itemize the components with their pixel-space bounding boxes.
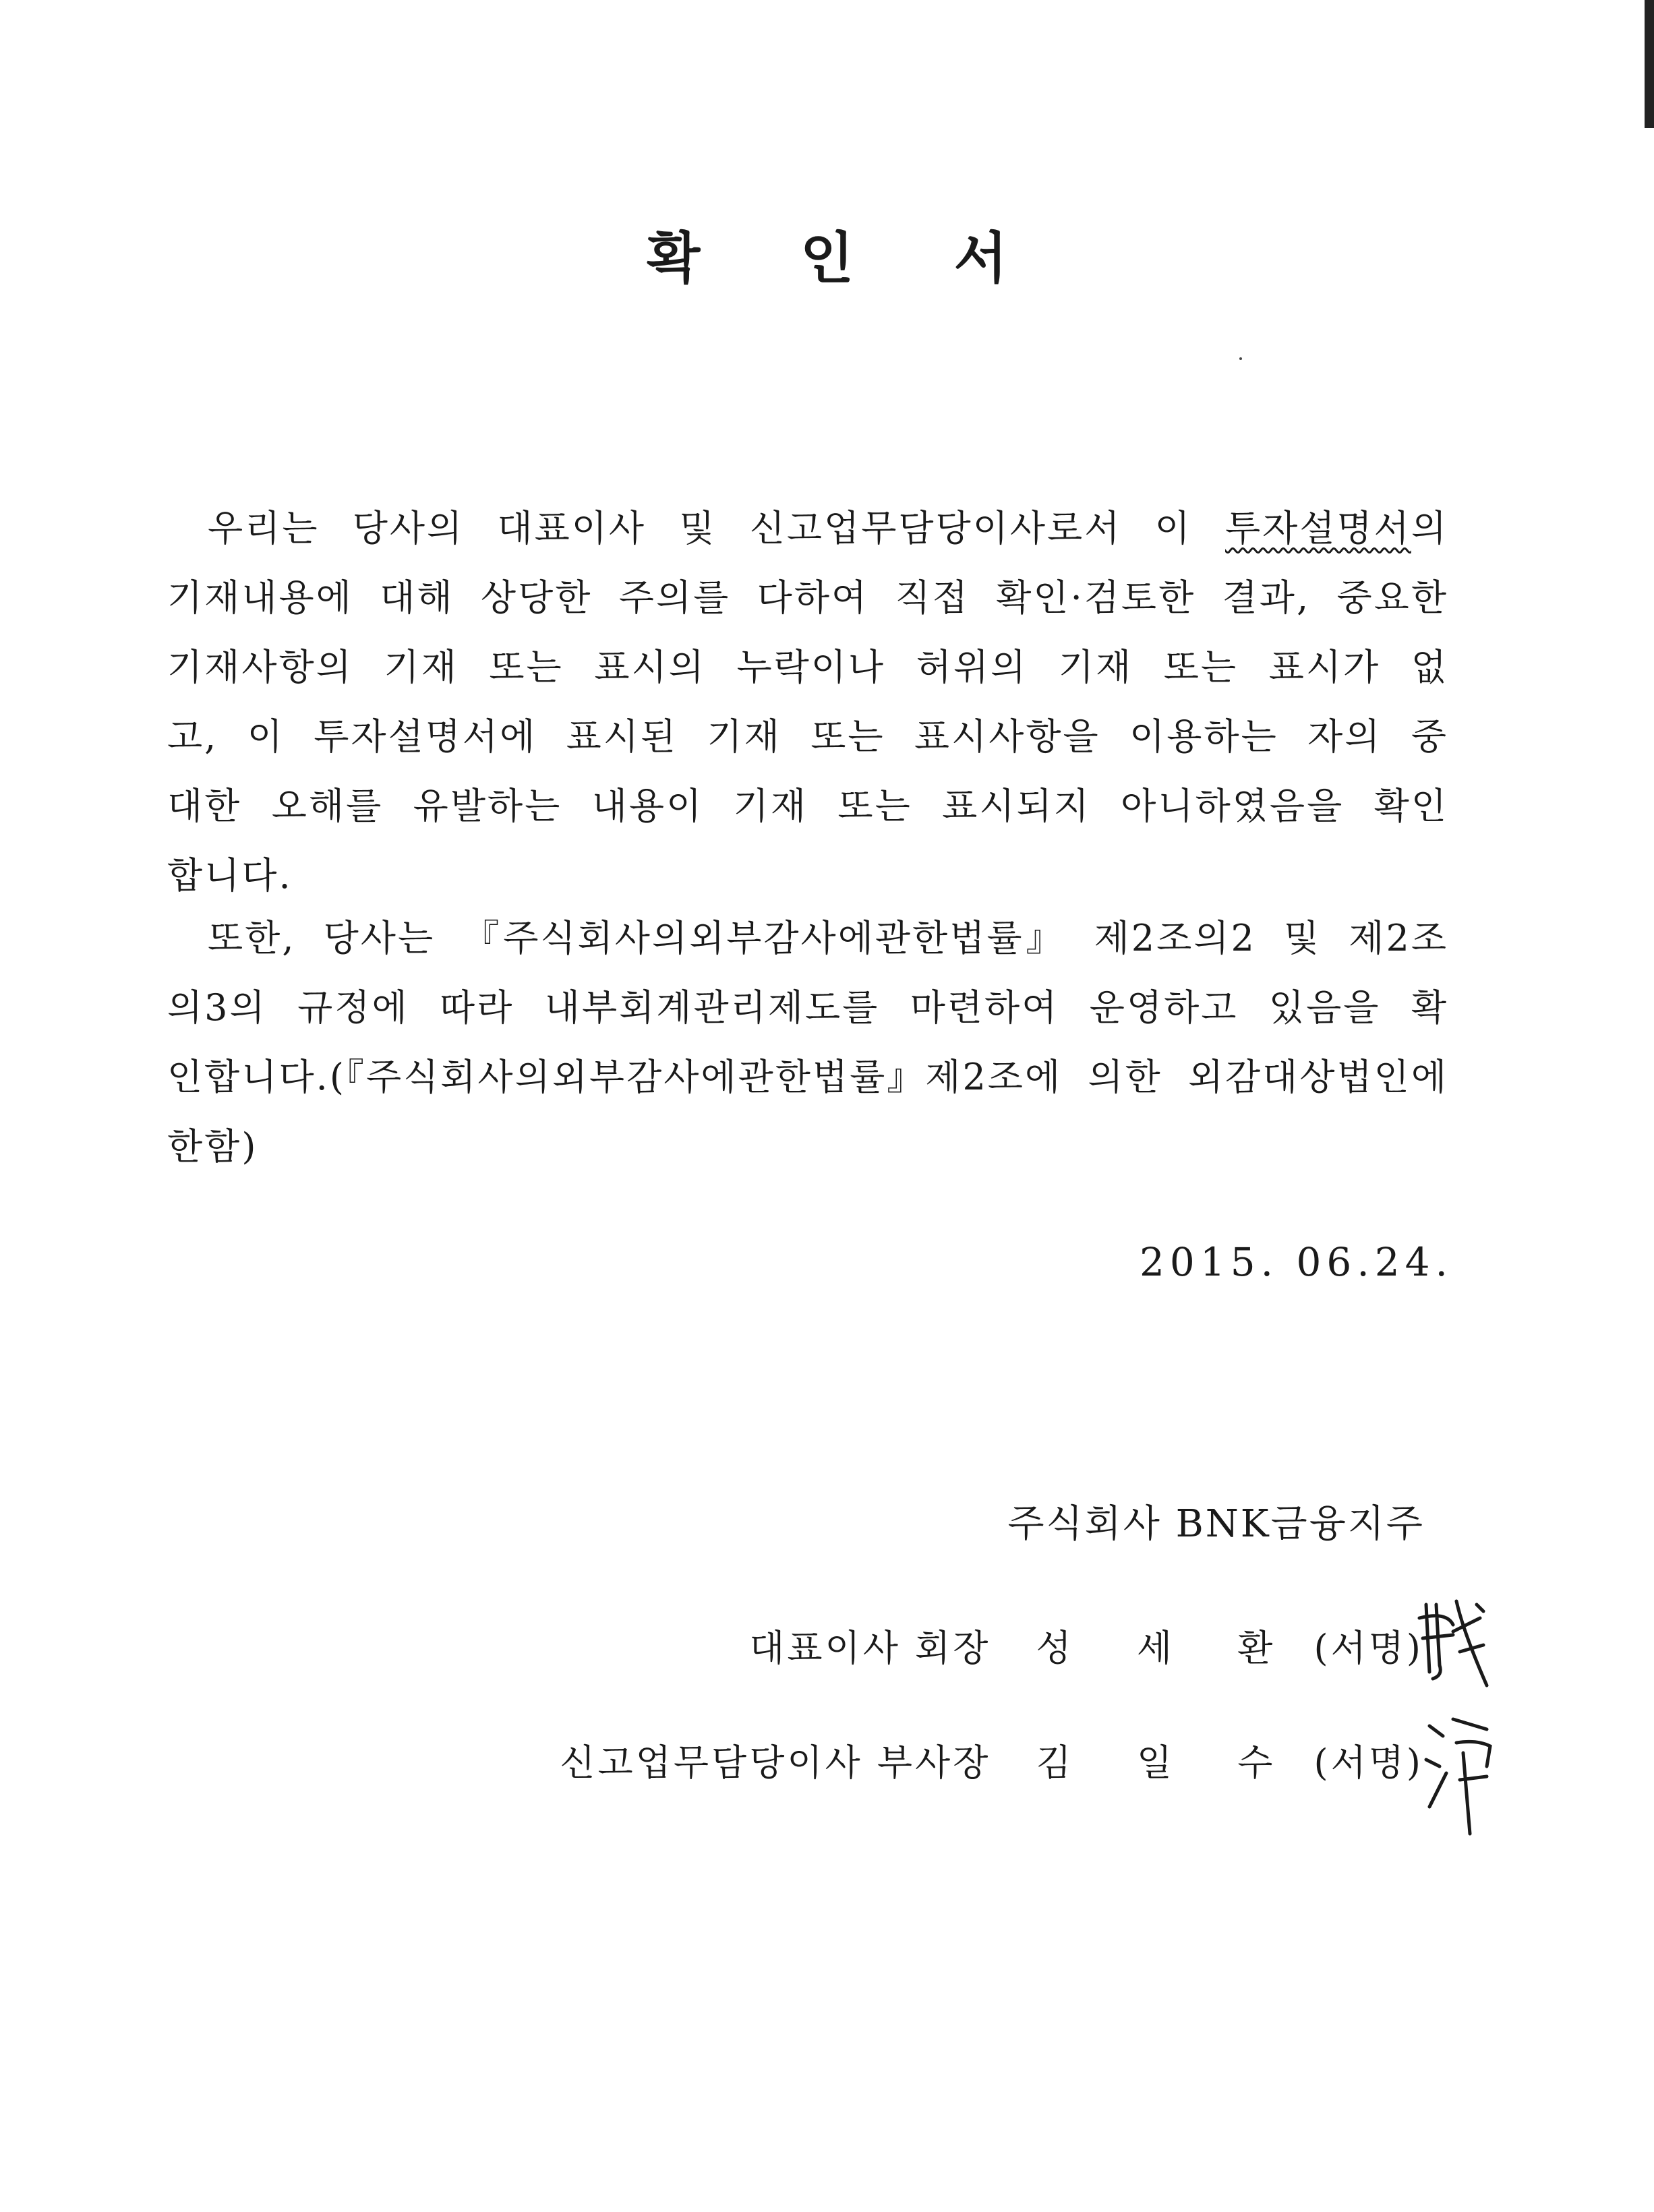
document-title: 확 인 서: [647, 226, 1048, 291]
signer-role: 신고업무담당이사 부사장: [560, 1741, 991, 1784]
signature-mark-director: [1423, 1706, 1497, 1841]
scan-edge-mark: [1645, 0, 1654, 128]
signer-role: 대표이사 회장: [749, 1627, 991, 1669]
prospectus-emphasis: 투자설명서: [1225, 507, 1411, 549]
internal-control-paragraph: 또한, 당사는 『주식회사의외부감사에관한법률』 제2조의2 및 제2조의3의 규정에 따라 내부회계관리제도를 마련하여 운영하고 있음을 확인합니다.(『주식회사의외부감사에관한법률』제2조에 의한 외감대상법인에 한함): [167, 917, 1448, 1168]
signature-label: (서명): [1313, 1627, 1423, 1669]
paragraph-text-start: 우리는 당사의 대표이사 및 신고업무담당이사로서 이: [208, 507, 1225, 549]
signature-mark-ceo: [1413, 1591, 1494, 1692]
paragraph-text-end: 의 기재내용에 대해 상당한 주의를 다하여 직접 확인·검토한 결과, 중요한 기재사항의 기재 또는 표시의 누락이나 허위의 기재 또는 표시가 없고, 이 투자설명서에 표시된 기재 또는 표시사항을 이용하는 자의 중대한 오해를 유발하는 내용이 기재 또는 표시되지 아니하였음을 확인합니다.: [167, 507, 1448, 897]
signer-disclosure-director: [560, 1734, 1423, 1786]
company-name: 주식회사 BNK금융지주: [1007, 1502, 1425, 1546]
document-date: 2015. 06.24.: [1140, 1239, 1453, 1285]
signer-name: 성 세 환: [1036, 1627, 1300, 1669]
scan-speck: [1239, 357, 1242, 360]
signature-label: (서명): [1313, 1741, 1423, 1784]
confirmation-paragraph: [167, 494, 1448, 910]
signer-ceo: [749, 1619, 1423, 1671]
signer-name: 김 일 수: [1036, 1741, 1300, 1784]
